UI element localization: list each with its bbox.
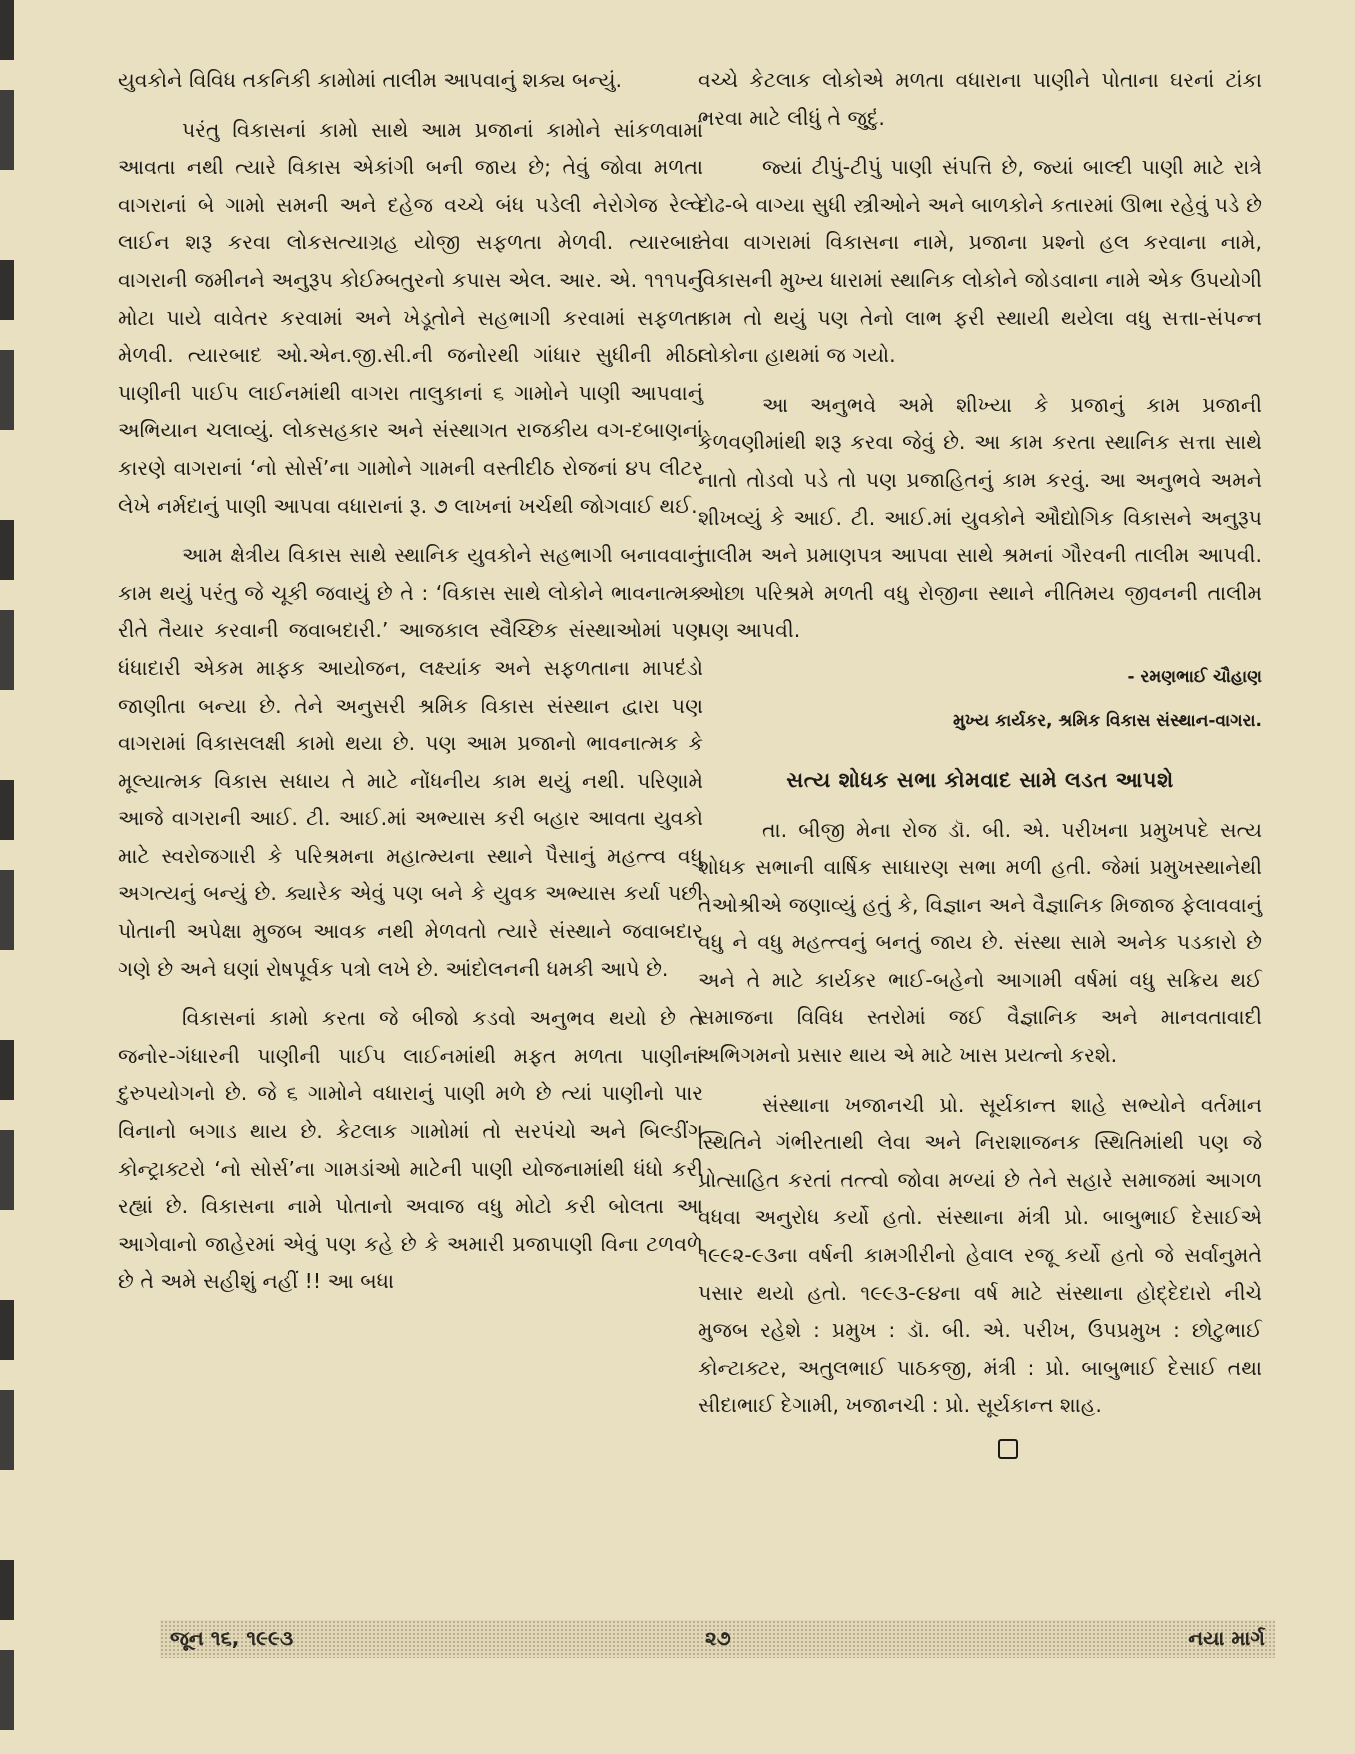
left-column xyxy=(118,62,703,1313)
left-paragraph-2: પરંતુ વિકાસનાં કામો સાથે આમ પ્રજાનાં કામોને સાંકળવામાં આવતા નથી ત્યારે વિકાસ એકાંગી બની જાય છે; તેવું જોવા મળતા વાગરાનાં બે ગામો સમની અને દહેજ વચ્ચે બંધ પડેલી નેરોગેજ રેલ્વે લાઈન શરૂ કરવા લોકસત્યાગ્રહ યોજી સફળતા મેળવી. ત્યારબાદ વાગરાની જમીનને અનુરૂપ કોઈમ્બતુરનો કપાસ એલ. આર. એ. ૧૧૧૫નું મોટા પાયે વાવેતર કરવામાં અને ખેડૂતોને સહભાગી કરવામાં સફળતા મેળવી. ત્યારબાદ ઓ.એન.જી.સી.ની જનોરથી ગાંધાર સુધીની મીઠા પાણીની પાઈપ લાઈનમાંથી વાગરા તાલુકાનાં ૬ ગામોને પાણી આપવાનું અભિયાન ચલાવ્યું. લોકસહકાર અને સંસ્થાગત રાજકીય વગ-દબાણનાં કારણે વાગરાનાં ‘નો સોર્સ’ના ગામોને ગામની વસ્તીદીઠ રોજનાં ૪૫ લીટર લેખે નર્મદાનું પાણી આપવા વધારાનાં રૂ. ૭ લાખનાં ખર્ચથી જોગવાઈ થઈ. xyxy=(118,117,703,518)
right-paragraph-1: વચ્ચે કેટલાક લોકોએ મળતા વધારાના પાણીને પોતાના ઘરનાં ટાંકા ભરવા માટે લીધું તે જુદું. xyxy=(698,68,1262,130)
left-paragraph-1: યુવકોને વિવિધ તકનિકી કામોમાં તાલીમ આપવાનું શક્ય બન્યું. xyxy=(118,68,623,92)
footer-date: જૂન ૧૬, ૧૯૯૩ xyxy=(170,1626,294,1650)
author-role: મુખ્ય કાર્યકર, શ્રમિક વિકાસ સંસ્થાન-વાગરા. xyxy=(952,710,1262,731)
page-number: ૨૭ xyxy=(705,1626,731,1650)
end-of-article-square-icon xyxy=(998,1439,1018,1459)
author-signature: - રમણભાઈ ચૌહાણ xyxy=(1127,666,1262,687)
right-paragraph-2: જ્યાં ટીપું-ટીપું પાણી સંપત્તિ છે, જ્યાં બાલ્દી પાણી માટે રાત્રે દોઢ-બે વાગ્યા સુધી સ્ત્રીઓને અને બાળકોને કતારમાં ઊભા રહેવું પડે છે તેવા વાગરામાં વિકાસના નામે, પ્રજાના પ્રશ્નો હલ કરવાના નામે, વિકાસની મુખ્ય ધારામાં સ્થાનિક લોકોને જોડવાના નામે એક ઉપયોગી કામ તો થયું પણ તેનો લાભ ફરી સ્થાયી થયેલા વધુ સત્તા-સંપન્ન લોકોના હાથમાં જ ગયો. xyxy=(698,155,1262,368)
left-paragraph-4: વિકાસનાં કામો કરતા જે બીજો કડવો અનુભવ થયો છે તે જનોર-ગંધારની પાણીની પાઈપ લાઈનમાંથી મફત મળતા પાણીનાં દુરુપયોગનો છે. જે ૬ ગામોને વધારાનું પાણી મળે છે ત્યાં પાણીનો પાર વિનાનો બગાડ થાય છે. કેટલાક ગામોમાં તો સરપંચો અને બિલ્ડીંગ કોન્ટ્રાક્ટરો ‘નો સોર્સ’ના ગામડાંઓ માટેની પાણી યોજનામાંથી ધંધો કરી રહ્યાં છે. વિકાસના નામે પોતાનો અવાજ વધુ મોટો કરી બોલતા આ આગેવાનો જાહેરમાં એવું પણ કહે છે કે અમારી પ્રજાપાણી વિના ટળવળે છે તે અમે સહીશું નહીં !! આ બધા xyxy=(118,1006,703,1294)
right-column xyxy=(698,62,1262,1459)
page-footer xyxy=(160,1620,1275,1658)
page-torn-edge xyxy=(0,0,14,1754)
magazine-name: નયા માર્ગ xyxy=(1188,1626,1265,1650)
left-paragraph-3: આમ ક્ષેત્રીય વિકાસ સાથે સ્થાનિક યુવકોને સહભાગી બનાવવાનું કામ થયું પરંતુ જે ચૂકી જવાયું છે તે : ‘વિકાસ સાથે લોકોને ભાવનાત્મક રીતે તૈયાર કરવાની જવાબદારી.’ આજકાલ સ્વૈચ્છિક સંસ્થાઓમાં પણ ધંધાદારી એકમ માફક આયોજન, લક્ષ્યાંક અને સફળતાના માપદંડો જાણીતા બન્યા છે. તેને અનુસરી શ્રમિક વિકાસ સંસ્થાન દ્વારા પણ વાગરામાં વિકાસલક્ષી કામો થયા છે. પણ આમ પ્રજાનો ભાવનાત્મક કે મૂલ્યાત્મક વિકાસ સધાય તે માટે નોંધનીય કામ થયું નથી. પરિણામે આજે વાગરાની આઈ. ટી. આઈ.માં અભ્યાસ કરી બહાર આવતા યુવકો માટે સ્વરોજગારી કે પરિશ્રમના મહાત્મ્યના સ્થાને પૈસાનું મહત્ત્વ વધુ અગત્યનું બન્યું છે. ક્યારેક એવું પણ બને કે યુવક અભ્યાસ કર્યા પછી પોતાની અપેક્ષા મુજબ આવક નથી મેળવતો ત્યારે સંસ્થાને જવાબદાર ગણે છે અને ઘણાં રોષપૂર્વક પત્રો લખે છે. આંદોલનની ધમકી આપે છે. xyxy=(118,543,703,981)
right-paragraph-3: આ અનુભવે અમે શીખ્યા કે પ્રજાનું કામ પ્રજાની કેળવણીમાંથી શરૂ કરવા જેવું છે. આ કામ કરતા સ્થાનિક સત્તા સાથે નાતો તોડવો પડે તો પણ પ્રજાહિતનું કામ કરવું. આ અનુભવે અમને શીખવ્યું કે આઈ. ટી. આઈ.માં યુવકોને ઔદ્યોગિક વિકાસને અનુરૂપ તાલીમ અને પ્રમાણપત્ર આપવા સાથે શ્રમનાં ગૌરવની તાલીમ આપવી. ઓછા પરિશ્રમે મળતી વધુ રોજીના સ્થાને નીતિમય જીવનની તાલીમ પણ આપવી. xyxy=(698,392,1262,643)
article-subheading: સત્ય શોધક સભા કોમવાદ સામે લડત આપશે xyxy=(786,767,1174,792)
right-paragraph-5: સંસ્થાના ખજાનચી પ્રો. સૂર્યકાન્ત શાહે સભ્યોને વર્તમાન સ્થિતિને ગંભીરતાથી લેવા અને નિરાશાજનક સ્થિતિમાંથી પણ જે પ્રોત્સાહિત કરતાં તત્ત્વો જોવા મળ્યાં છે તેને સહારે સમાજમાં આગળ વધવા અનુરોધ કર્યો હતો. સંસ્થાના મંત્રી પ્રો. બાબુભાઈ દેસાઈએ ૧૯૯૨-૯૩ના વર્ષની કામગીરીનો હેવાલ રજૂ કર્યો હતો જે સર્વાનુમતે પસાર થયો હતો. ૧૯૯૩-૯૪ના વર્ષ માટે સંસ્થાના હોદ્દેદારો નીચે મુજબ રહેશે : પ્રમુખ : ડૉ. બી. એ. પરીખ, ઉપપ્રમુખ : છોટુભાઈ કોન્ટાક્ટર, અતુલભાઈ પાઠકજી, મંત્રી : પ્રો. બાબુભાઈ દેસાઈ તથા સીદાભાઈ દેગામી, ખજાનચી : પ્રો. સૂર્યકાન્ત શાહ. xyxy=(698,1092,1262,1418)
right-paragraph-4: તા. બીજી મેના રોજ ડૉ. બી. એ. પરીખના પ્રમુખપદે સત્ય શોધક સભાની વાર્ષિક સાધારણ સભા મળી હતી. જેમાં પ્રમુખસ્થાનેથી તેઓશ્રીએ જણાવ્યું હતું કે, વિજ્ઞાન અને વૈજ્ઞાનિક મિજાજ ફેલાવવાનું વધુ ને વધુ મહત્ત્વનું બનતું જાય છે. સંસ્થા સામે અનેક પડકારો છે અને તે માટે કાર્યકર ભાઈ-બહેનો આગામી વર્ષમાં વધુ સક્રિય થઈ સમાજના વિવિધ સ્તરોમાં જઈ વૈજ્ઞાનિક અને માનવતાવાદી અભિગમનો પ્રસાર થાય એ માટે ખાસ પ્રયત્નો કરશે. xyxy=(698,817,1262,1068)
